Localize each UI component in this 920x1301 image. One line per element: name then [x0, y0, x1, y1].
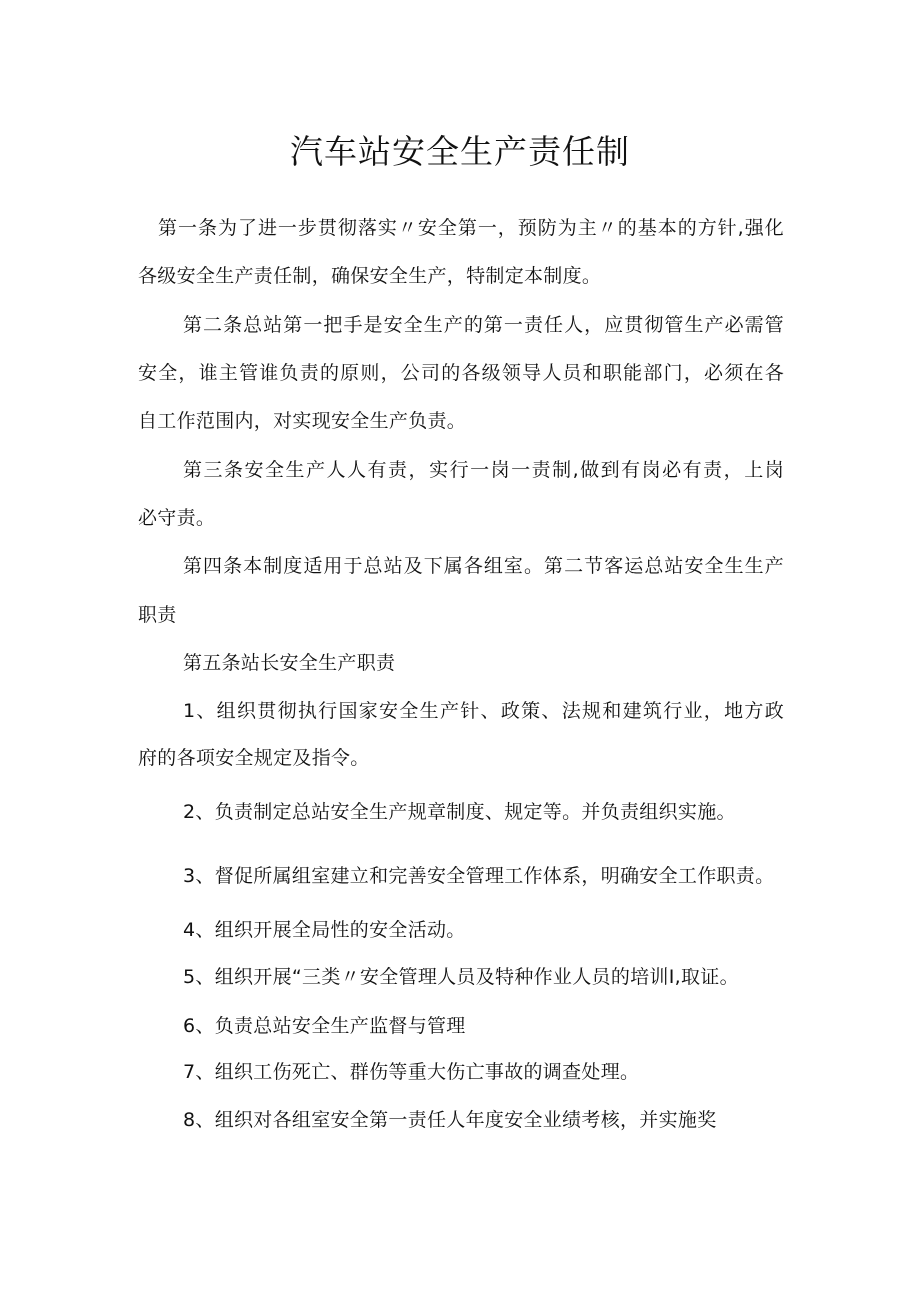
paragraph-line: 第三条安全生产人人有责，实行一岗一责制,做到有岗必有责，上岗 — [183, 459, 784, 481]
list-item: 1、组织贯彻执行国家安全生产针、政策、法规和建筑行业，地方政 — [183, 700, 784, 722]
paragraph-line: 自工作范围内，对实现安全生产负责。 — [138, 410, 467, 432]
document-title: 汽车站安全生产责任制 — [290, 132, 630, 171]
list-item: 2、负责制定总站安全生产规章制度、规定等。并负责组织实施。 — [183, 801, 736, 823]
list-item-continuation: 府的各项安全规定及指令。 — [138, 747, 370, 769]
list-item: 8、组织对各组室安全第一责任人年度安全业绩考核，并实施奖 — [183, 1109, 717, 1131]
paragraph-line: 第一条为了进一步贯彻落实〃安全第一，预防为主〃的基本的方针,强化 — [158, 217, 784, 239]
list-item: 5、组织开展“三类〃安全管理人员及特种作业人员的培训I,取证。 — [183, 966, 739, 988]
paragraph-line: 安全，谁主管谁负责的原则，公司的各级领导人员和职能部门，必须在各 — [138, 362, 784, 384]
paragraph-line: 第四条本制度适用于总站及下属各组室。第二节客运总站安全生生产 — [183, 555, 784, 577]
list-item: 6、负责总站安全生产监督与管理 — [183, 1015, 466, 1037]
list-item: 4、组织开展全局性的安全活动。 — [183, 919, 466, 941]
section-heading: 第五条站长安全生产职责 — [183, 652, 396, 674]
list-item: 3、督促所属组室建立和完善安全管理工作体系，明确安全工作职责。 — [183, 865, 775, 887]
list-item: 7、组织工伤死亡、群伤等重大伤亡事故的调查处理。 — [183, 1061, 640, 1083]
paragraph-line: 各级安全生产责任制，确保安全生产，特制定本制度。 — [138, 265, 602, 287]
paragraph-line: 第二条总站第一把手是安全生产的第一责任人，应贯彻管生产必需管 — [183, 314, 784, 336]
paragraph-line: 必守责。 — [138, 507, 216, 529]
paragraph-line: 职责 — [138, 604, 177, 626]
